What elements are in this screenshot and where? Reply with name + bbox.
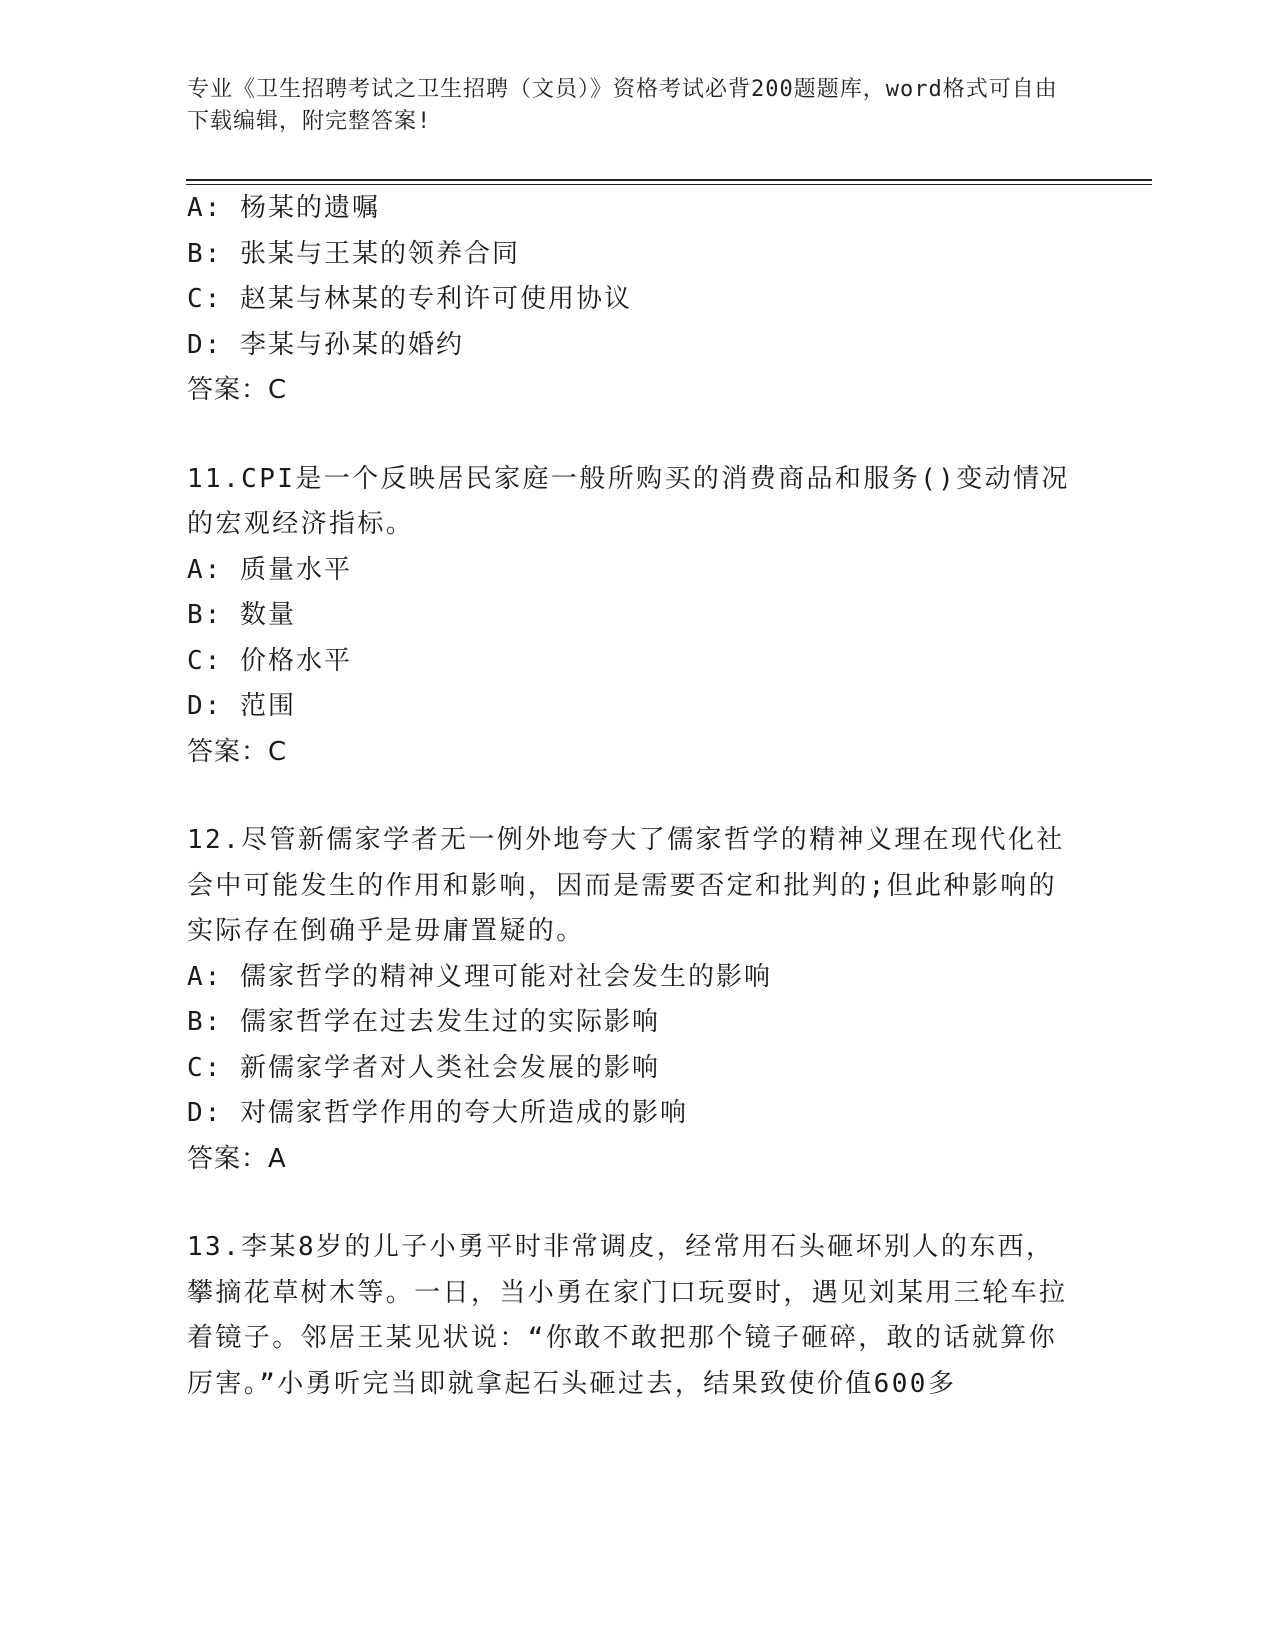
option-c: C: 价格水平 — [187, 645, 352, 676]
option-a: A: 质量水平 — [187, 554, 352, 585]
header-title: 专业《卫生招聘考试之卫生招聘（文员）》资格考试必背200题题库，word格式可自由下载编辑，附完整答案! — [187, 77, 1058, 134]
header-divider — [186, 179, 1152, 181]
question-stem: 12.尽管新儒家学者无一例外地夸大了儒家哲学的精神义理在现代化社会中可能发生的作用和影响，因而是需要否定和批判的;但此种影响的实际存在倒确乎是毋庸置疑的。 — [187, 825, 1065, 946]
option-d: D: 对儒家哲学作用的夸大所造成的影响 — [187, 1098, 688, 1128]
question-stem: 11.CPI是一个反映居民家庭一般所购买的消费商品和服务()变动情况的宏观经济指标。 — [187, 463, 1070, 539]
header-divider-thin — [186, 184, 1152, 185]
question-block — [187, 818, 1087, 1182]
question-block — [187, 457, 1087, 776]
question-block — [187, 1225, 1087, 1407]
option-a: A: 儒家哲学的精神义理可能对社会发生的影响 — [187, 961, 772, 992]
option-b: B: 数量 — [187, 600, 296, 630]
option-a: A: 杨某的遗嘱 — [187, 193, 380, 223]
option-b: B: 儒家哲学在过去发生过的实际影响 — [187, 1007, 660, 1037]
question-list — [187, 186, 1087, 1407]
option-c: C: 赵某与林某的专利许可使用协议 — [187, 284, 632, 314]
option-c: C: 新儒家学者对人类社会发展的影响 — [187, 1052, 660, 1083]
option-b: B: 张某与王某的领养合同 — [187, 238, 520, 269]
option-d: D: 李某与孙某的婚约 — [187, 329, 464, 360]
question-block — [187, 186, 1087, 414]
answer-label: 答案：C — [187, 375, 288, 405]
answer-label: 答案：A — [187, 1143, 287, 1174]
question-stem: 13.李某8岁的儿子小勇平时非常调皮，经常用石头砸坏别人的东西，攀摘花草树木等。一日，当小勇在家门口玩耍时，遇见刘某用三轮车拉着镜子。邻居王某见状说：“你敢不敢把那个镜子砸碎，敢的话就算你厉害。”小勇听完当即就拿起石头砸过去，结果致使价值600多 — [187, 1232, 1068, 1399]
answer-label: 答案：C — [187, 736, 288, 767]
option-d: D: 范围 — [187, 691, 296, 721]
